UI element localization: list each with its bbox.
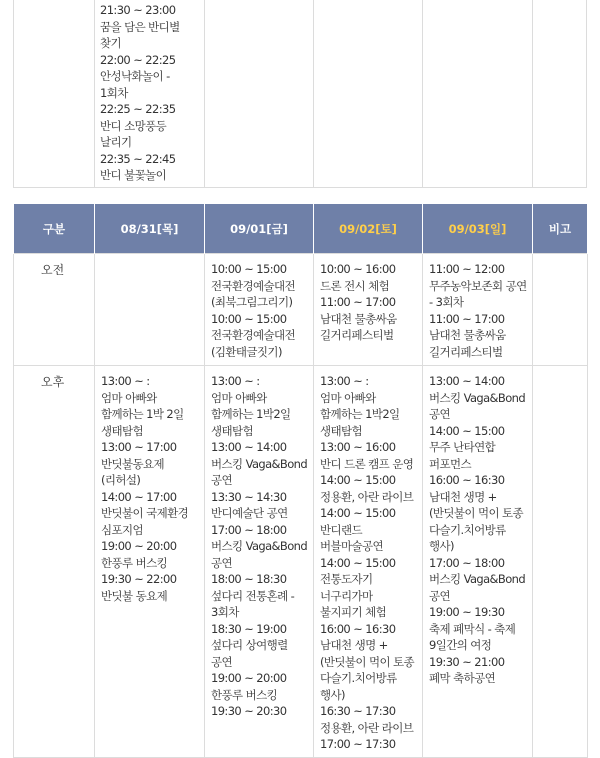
event-title: 섶다리 상여행렬 공연 xyxy=(211,638,288,669)
cell-pm-fri xyxy=(205,366,314,758)
event-time: 13:00 ~ : xyxy=(101,374,150,388)
event-time: 18:30 ~ 19:00 xyxy=(211,621,287,636)
fragment-col-2 xyxy=(205,0,314,187)
cell-pm-sun xyxy=(423,366,533,758)
cell-pm-thu xyxy=(95,366,205,758)
event-title: 정용환, 아란 라이브 xyxy=(320,720,414,735)
event-time: 18:00 ~ 18:30 xyxy=(211,572,287,586)
event-time: 10:00 ~ 16:00 xyxy=(320,262,396,276)
cell-pm-sat xyxy=(314,366,423,758)
event-title: 축제 폐막식 - 축제 9일간의 여정 xyxy=(429,621,516,652)
event-title: 엄마 아빠와 함께하는 1박2일 생태탐험 xyxy=(320,390,400,438)
event-title: 엄마 아빠와 함께하는 1박2일 생태탐험 xyxy=(211,390,291,438)
event-title: 남대천 생명 + (반딧불이 먹이 토종 다슬기.치어방류 행사) xyxy=(429,489,524,553)
event-title: 반딧불이 국제환경 심포지엄 xyxy=(101,506,189,537)
event-title: 꿈을 담은 반디별 찾기 xyxy=(100,19,180,50)
event-title: 무주 난타연합 퍼포먼스 xyxy=(429,440,496,471)
cell-am-fri xyxy=(205,254,314,366)
header-day-sat: 09/02[토] xyxy=(314,204,423,254)
cell-am-note xyxy=(533,254,588,366)
event-time: 17:00 ~ 17:30 xyxy=(320,737,396,751)
event-time: 19:00 ~ 20:00 xyxy=(101,539,177,553)
event-time: 10:00 ~ 15:00 xyxy=(211,262,287,276)
event-time: 19:00 ~ 20:00 xyxy=(211,671,287,685)
event-title: 남대천 생명 + (반딧불이 먹이 토종 다슬기.치어방류 행사) xyxy=(320,638,415,702)
event-time: 13:00 ~ 14:00 xyxy=(429,374,505,388)
schedule-table xyxy=(13,204,588,758)
header-row xyxy=(14,204,588,254)
event-title: 남대천 물총싸움 길거리페스티벌 xyxy=(320,311,397,342)
header-note: 비고 xyxy=(533,204,588,254)
header-division: 구분 xyxy=(14,204,95,254)
event-time: 16:30 ~ 17:30 xyxy=(320,704,396,718)
event-title: 정용환, 아란 라이브 xyxy=(320,489,414,504)
row-morning xyxy=(14,254,588,366)
header-day-thu: 08/31[목] xyxy=(95,204,205,254)
event-title: 반디 소망풍등 날리기 xyxy=(100,118,167,149)
event-time: 13:00 ~ 14:00 xyxy=(211,440,287,454)
event-time: 22:25 ~ 22:35 xyxy=(100,102,176,116)
event-title: 드론 전시 체험 xyxy=(320,278,390,293)
event-title: 한풍루 버스킹 xyxy=(211,687,278,702)
event-title: 반디 드론 캠프 운영 xyxy=(320,456,414,471)
event-time: 11:00 ~ 12:00 xyxy=(429,262,505,276)
event-title: 한풍루 버스킹 xyxy=(101,555,168,570)
header-day-sun: 09/03[일] xyxy=(423,204,533,254)
event-time: 11:00 ~ 17:00 xyxy=(429,311,505,326)
event-title: 전국환경예술대전(최북그림그리기) xyxy=(211,278,296,309)
row-afternoon xyxy=(14,366,588,758)
event-title: 버스킹 Vaga&Bond 공연 xyxy=(211,456,308,487)
event-time: 17:00 ~ 18:00 xyxy=(211,522,287,537)
cell-am-sun xyxy=(423,254,533,366)
row-label-morning: 오전 xyxy=(14,254,95,366)
event-time: 14:00 ~ 15:00 xyxy=(429,423,505,438)
event-time: 14:00 ~ 15:00 xyxy=(320,555,396,570)
event-time: 14:00 ~ 15:00 xyxy=(320,506,396,520)
row-label-afternoon: 오후 xyxy=(14,366,95,758)
cell-pm-note xyxy=(533,366,588,758)
header-day-fri: 09/01[금] xyxy=(205,204,314,254)
event-title: 반딧불 동요제 xyxy=(101,588,168,603)
event-time: 13:00 ~ 17:00 xyxy=(101,440,177,454)
fragment-col-3 xyxy=(314,0,423,187)
event-time: 14:00 ~ 17:00 xyxy=(101,489,177,504)
event-title: 반디예술단 공연 xyxy=(211,506,288,520)
event-title: 버스킹 Vaga&Bond 공연 xyxy=(211,539,308,570)
event-time: 19:30 ~ 21:00 xyxy=(429,654,505,669)
cell-am-sat xyxy=(314,254,423,366)
event-time: 13:00 ~ 16:00 xyxy=(320,440,396,454)
event-title: 버스킹 Vaga&Bond 공연 xyxy=(429,390,526,421)
event-time: 11:00 ~ 17:00 xyxy=(320,295,396,309)
event-title: 무주농악보존회 공연 - 3회차 xyxy=(429,278,527,309)
event-title: 전국환경예술대전(김환태글짓기) xyxy=(211,328,296,359)
fragment-events xyxy=(100,0,200,184)
event-time: 13:30 ~ 14:30 xyxy=(211,489,287,504)
event-title: 버스킹 Vaga&Bond 공연 xyxy=(429,572,526,603)
fragment-col-4 xyxy=(423,0,533,187)
event-title: 엄마 아빠와 함께하는 1박 2일 생태탐험 xyxy=(101,390,184,438)
cell-am-thu xyxy=(95,254,205,366)
event-title: 폐막 축하공연 xyxy=(429,671,496,685)
event-title: 안성낙화놀이 - 1회차 xyxy=(100,69,170,100)
event-title: 반디 불꽃놀이 xyxy=(100,168,167,182)
event-time: 19:30 ~ 22:00 xyxy=(101,572,177,586)
event-time: 16:00 ~ 16:30 xyxy=(429,473,505,487)
event-title: 섶다리 전통혼례 - 3회차 xyxy=(211,588,295,619)
event-time: 13:00 ~ : xyxy=(320,374,369,388)
event-title: 전통도자기 너구리가마 불지피기 체험 xyxy=(320,572,387,619)
event-title: 남대천 물총싸움 길거리페스티벌 xyxy=(429,328,506,359)
event-title: 반딧불동요제(리허설) xyxy=(101,456,165,487)
event-time: 17:00 ~ 18:00 xyxy=(429,555,505,570)
event-time: 19:30 ~ 20:30 xyxy=(211,704,287,718)
event-time: 22:35 ~ 22:45 xyxy=(100,151,176,166)
event-title: 반디랜드 버블마술공연 xyxy=(320,522,384,553)
event-time: 22:00 ~ 22:25 xyxy=(100,52,176,67)
event-time: 10:00 ~ 15:00 xyxy=(211,311,287,326)
previous-table-fragment xyxy=(13,0,587,188)
event-time: 21:30 ~ 23:00 xyxy=(100,3,176,17)
event-time: 13:00 ~ : xyxy=(211,374,260,388)
fragment-col-label xyxy=(14,0,95,187)
event-time: 14:00 ~ 15:00 xyxy=(320,473,396,487)
event-time: 16:00 ~ 16:30 xyxy=(320,621,396,636)
event-time: 19:00 ~ 19:30 xyxy=(429,605,505,619)
